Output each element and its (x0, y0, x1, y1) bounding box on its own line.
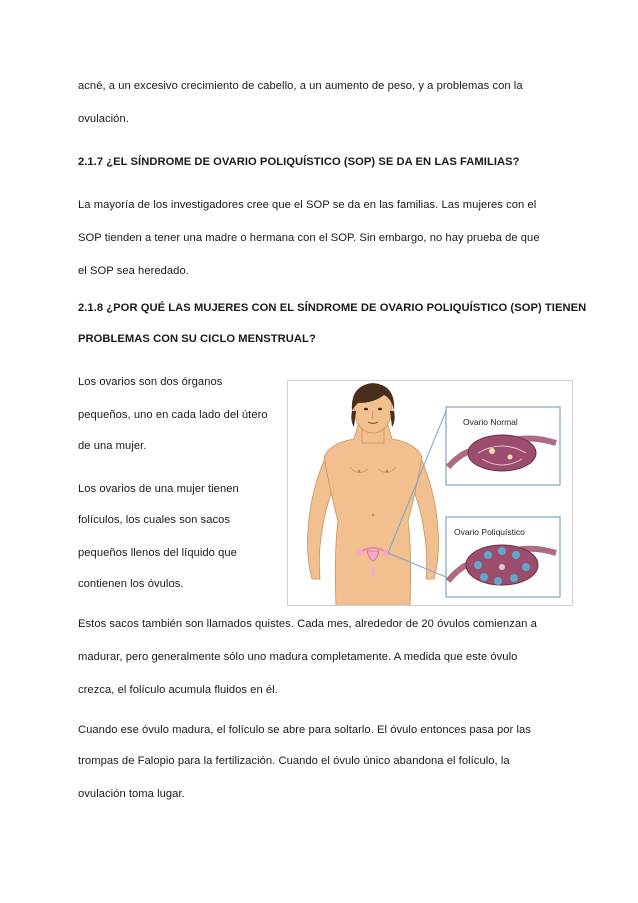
paragraph-1-line-1: acné, a un excesivo crecimiento de cabello, a un aumento de peso, y a problemas con la (78, 80, 523, 92)
paragraph-1-line-2: ovulación. (78, 113, 129, 125)
paragraph-6-line-2: trompas de Falopio para la fertilización. Cuando el óvulo único abandona el folículo, la (78, 755, 510, 767)
paragraph-6-line-3: ovulación toma lugar. (78, 788, 185, 800)
section-heading-2-1-7: 2.1.7 ¿EL SÍNDROME DE OVARIO POLIQUÍSTICO (SOP) SE DA EN LAS FAMILIAS? (78, 156, 520, 168)
paragraph-6-line-1: Cuando ese óvulo madura, el folículo se abre para soltarlo. El óvulo entonces pasa por las (78, 724, 531, 736)
paragraph-5-line-3: crezca, el folículo acumula fluidos en él. (78, 684, 278, 696)
paragraph-5-line-2: madurar, pero generalmente sólo uno madura completamente. A medida que este óvulo (78, 651, 518, 663)
paragraph-4-line-3: pequeños llenos del líquido que (78, 547, 237, 559)
paragraph-3-line-3: de una mujer. (78, 440, 147, 452)
paragraph-4-line-4: contienen los óvulos. (78, 578, 184, 590)
paragraph-4-line-2: folículos, los cuales son sacos (78, 514, 231, 526)
paragraph-5-line-1: Estos sacos también son llamados quistes. Cada mes, alrededor de 20 óvulos comienzan a (78, 618, 537, 630)
ovary-illustration (287, 380, 573, 606)
paragraph-2-line-1: La mayoría de los investigadores cree que el SOP se da en las familias. Las mujeres con el (78, 199, 537, 211)
section-heading-2-1-8-line-2: PROBLEMAS CON SU CICLO MENSTRUAL? (78, 333, 316, 345)
paragraph-2-line-3: el SOP sea heredado. (78, 265, 189, 277)
paragraph-3-line-1: Los ovarios son dos órganos (78, 376, 223, 388)
paragraph-2-line-2: SOP tienden a tener una madre o hermana con el SOP. Sin embargo, no hay prueba de que (78, 232, 540, 244)
paragraph-3-line-2: pequeños, uno en cada lado del útero (78, 409, 268, 421)
normal-ovary-label: Ovario Normal (463, 417, 518, 427)
section-heading-2-1-8-line-1: 2.1.8 ¿POR QUÉ LAS MUJERES CON EL SÍNDROME DE OVARIO POLIQUÍSTICO (SOP) TIENEN (78, 302, 587, 314)
polycystic-ovary-label: Ovario Poliquístico (454, 527, 525, 537)
ovary-illustration-drawing (288, 381, 573, 606)
paragraph-4-line-1: Los ovarios de una mujer tienen (78, 483, 239, 495)
female-body-figure (308, 383, 439, 606)
